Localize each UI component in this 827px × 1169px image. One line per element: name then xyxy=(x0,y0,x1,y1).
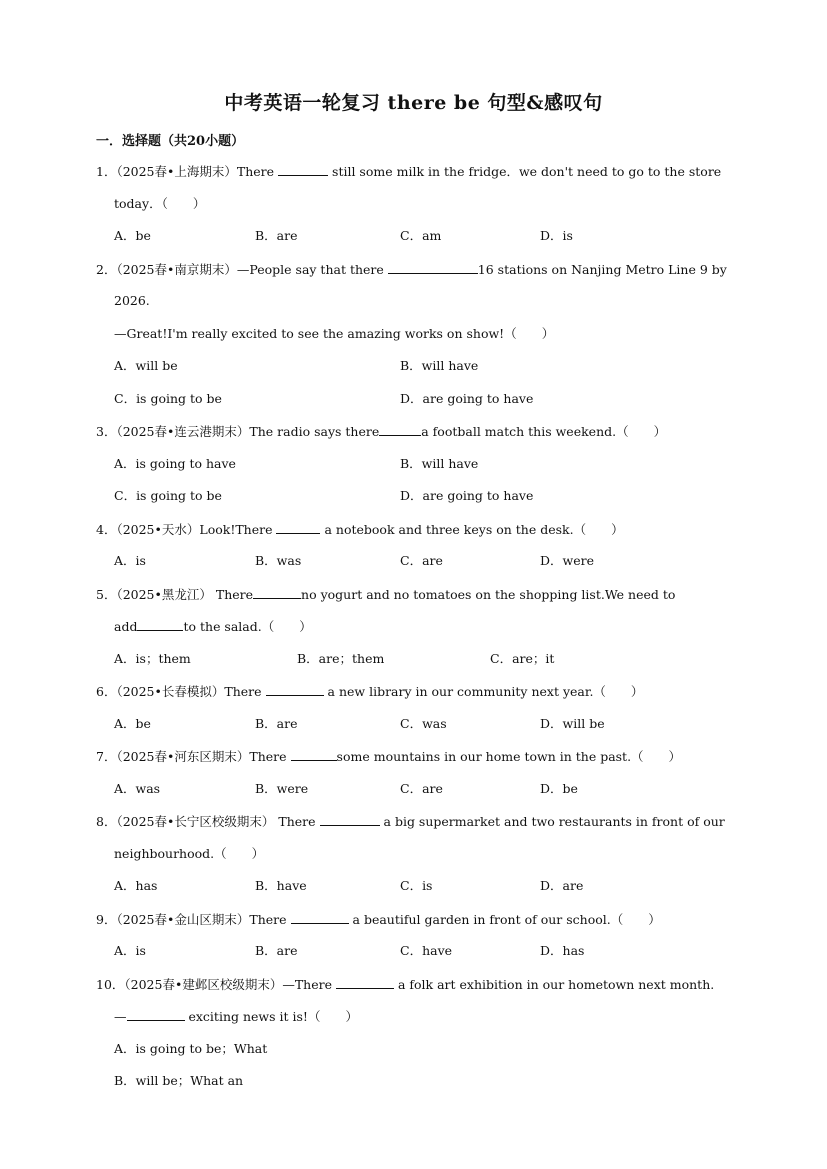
question-number: 6． xyxy=(96,684,117,699)
option-d: D．were xyxy=(540,553,594,568)
option-b: B．will have xyxy=(400,358,479,373)
answer-blank xyxy=(137,618,183,631)
stem-continuation: today．（ ） xyxy=(114,196,206,211)
answer-blank xyxy=(266,683,324,696)
answer-blank xyxy=(388,261,478,274)
option-d: D．are going to have xyxy=(400,488,534,503)
option-a: A．be xyxy=(114,228,151,243)
page-title: 中考英语一轮复习 there be 句型&感叹句 xyxy=(224,92,603,114)
stem-text: to the salad.（ ） xyxy=(183,619,312,634)
question-number: 7． xyxy=(96,749,117,764)
option-a: A．is；them xyxy=(114,651,191,666)
question-number: 3． xyxy=(96,424,117,439)
question-source: （2025•天水） xyxy=(116,522,200,537)
option-c: C．are xyxy=(400,553,443,568)
option-a: A．will be xyxy=(114,358,178,373)
question-source: （2025春•建邺区校级期末） xyxy=(124,977,283,992)
question-number: 10． xyxy=(96,977,125,992)
stem-text: add xyxy=(114,619,138,634)
option-a: A．be xyxy=(114,716,151,731)
option-c: C．is going to be xyxy=(114,488,222,503)
option-c: C．are；it xyxy=(490,651,555,666)
question-stem xyxy=(96,261,727,278)
question-source: （2025•长春模拟） xyxy=(116,684,225,699)
question-stem xyxy=(96,813,725,830)
stem-text: — xyxy=(114,1009,127,1024)
stem-continuation: 2026. xyxy=(114,293,150,308)
option-c: C．is going to be xyxy=(114,391,222,406)
question-source: （2025春•河东区期末） xyxy=(116,749,250,764)
option-c: C．was xyxy=(400,716,447,731)
question-stem xyxy=(96,911,661,928)
question-stem xyxy=(96,586,732,603)
stem-text: a new library in our community next year.（ ） xyxy=(327,684,644,699)
stem-continuation: neighbourhood.（ ） xyxy=(114,846,265,861)
question-stem xyxy=(96,163,721,180)
stem-text: There xyxy=(249,749,287,764)
option-d: D．is xyxy=(540,228,573,243)
option-c: C．have xyxy=(400,943,453,958)
option-b: B．will have xyxy=(400,456,479,471)
answer-blank xyxy=(253,586,301,599)
question-source: （2025春•上海期末） xyxy=(116,164,237,179)
option-b: B．are xyxy=(255,943,298,958)
question-stem xyxy=(96,423,666,440)
stem-text: There xyxy=(249,912,287,927)
stem-text: a big supermarket and two restaurants in front of our xyxy=(383,814,725,829)
option-b: B．are xyxy=(255,716,298,731)
stem-text: exciting news it is!（ ） xyxy=(188,1009,358,1024)
option-b: B．are；them xyxy=(297,651,385,666)
option-a: A．is going to be；What xyxy=(114,1041,268,1056)
option-a: A．is xyxy=(114,943,146,958)
stem-text: a beautiful garden in front of our school.（ ） xyxy=(352,912,661,927)
question-number: 8． xyxy=(96,814,117,829)
stem-text: a folk art exhibition in our hometown next month. xyxy=(397,977,715,992)
question-number: 9． xyxy=(96,912,117,927)
option-d: D．will be xyxy=(540,716,605,731)
question-source: （2025春•南京期末） xyxy=(116,262,237,277)
stem-text: a notebook and three keys on the desk.（ ） xyxy=(324,522,624,537)
question-source: （2025春•连云港期末） xyxy=(116,424,250,439)
stem-text: The radio says there xyxy=(249,424,380,439)
option-d: D．are xyxy=(540,878,584,893)
stem-text: a football match this weekend.（ ） xyxy=(421,424,667,439)
answer-blank xyxy=(276,521,320,534)
option-b: B．were xyxy=(255,781,309,796)
answer-blank xyxy=(291,748,337,761)
question-stem xyxy=(96,748,681,765)
stem-text: There xyxy=(215,587,254,602)
answer-blank xyxy=(127,1008,185,1021)
option-b: B．are xyxy=(255,228,298,243)
stem-text: some mountains in our home town in the past.（ ） xyxy=(336,749,682,764)
option-b: B．will be；What an xyxy=(114,1073,244,1088)
question-number: 4． xyxy=(96,522,117,537)
option-c: C．am xyxy=(400,228,442,243)
option-d: D．be xyxy=(540,781,578,796)
stem-continuation xyxy=(114,1008,358,1025)
stem-text: There xyxy=(278,814,316,829)
question-stem xyxy=(96,976,714,993)
stem-text: Look!There xyxy=(199,522,273,537)
stem-text: still some milk in the fridge．we don't need to go to the store xyxy=(332,164,722,179)
stem-text: no yogurt and no tomatoes on the shopping list.We need to xyxy=(301,587,676,602)
stem-continuation: —Great!I'm really excited to see the amazing works on show!（ ） xyxy=(114,326,555,341)
stem-text: 16 stations on Nanjing Metro Line 9 by xyxy=(477,262,727,277)
option-a: A．is going to have xyxy=(114,456,236,471)
option-a: A．is xyxy=(114,553,146,568)
answer-blank xyxy=(379,423,421,436)
answer-blank xyxy=(336,976,394,989)
answer-blank xyxy=(320,813,380,826)
question-number: 2． xyxy=(96,262,117,277)
option-c: C．are xyxy=(400,781,443,796)
stem-text: There xyxy=(236,164,275,179)
option-d: D．has xyxy=(540,943,585,958)
question-source: （2025春•金山区期末） xyxy=(116,912,250,927)
answer-blank xyxy=(291,911,349,924)
option-b: B．have xyxy=(255,878,307,893)
answer-blank xyxy=(278,163,328,176)
stem-text: —There xyxy=(282,977,333,992)
option-b: B．was xyxy=(255,553,302,568)
question-stem xyxy=(96,683,643,700)
stem-continuation xyxy=(114,618,312,635)
option-a: A．has xyxy=(114,878,158,893)
question-number: 1． xyxy=(96,164,117,179)
stem-text: There xyxy=(224,684,262,699)
question-number: 5． xyxy=(96,587,117,602)
question-source: （2025•黑龙江） xyxy=(116,587,212,602)
question-stem xyxy=(96,521,624,538)
option-c: C．is xyxy=(400,878,433,893)
section-heading: 一．选择题（共20小题） xyxy=(96,134,245,149)
option-d: D．are going to have xyxy=(400,391,534,406)
option-a: A．was xyxy=(114,781,161,796)
stem-text: —People say that there xyxy=(236,262,384,277)
question-source: （2025春•长宁区校级期末） xyxy=(116,814,275,829)
